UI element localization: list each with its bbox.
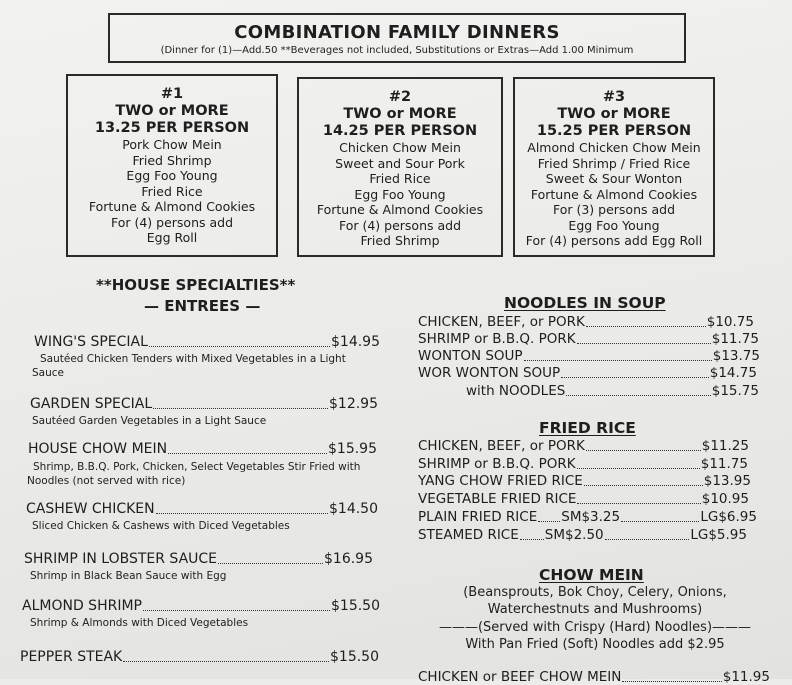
item-name: WONTON SOUP [418, 348, 523, 364]
entree-price: $14.50 [329, 501, 378, 517]
dinner-item: Fried Shrimp / Fried Rice [537, 155, 691, 171]
dinner-item: Egg Foo Young [126, 168, 218, 183]
chow-mein-item [418, 669, 770, 685]
dinner-item: For (4) persons add Egg Roll [525, 233, 703, 248]
entree-wings-special [34, 334, 380, 350]
dinner-box-1 [66, 74, 278, 257]
noodles-soup-item [418, 348, 760, 364]
dinner-box-3 [513, 77, 715, 257]
entree-garden-special [30, 396, 378, 428]
dinner-item: For (3) persons add [552, 202, 676, 217]
item-price: $11.75 [700, 456, 748, 472]
chow-mein-title: CHOW MEIN [539, 566, 644, 584]
noodles-soup-item [418, 331, 759, 347]
fried-rice-item [418, 473, 751, 489]
leader-dots [586, 326, 706, 327]
item-price: $14.75 [709, 365, 757, 381]
item-name: SHRIMP or B.B.Q. PORK [418, 331, 576, 347]
entree-description: Sliced Chicken & Cashews with Diced Vegetables [32, 520, 290, 532]
dinner-heading: TWO or MORE [343, 106, 457, 122]
dinner-item: Sweet & Sour Wonton [545, 171, 683, 186]
dinner-heading: TWO or MORE [557, 106, 671, 122]
leader-dots [218, 563, 323, 564]
entree-cashew-chicken [26, 501, 378, 533]
dinner-item: Almond Chicken Chow Mein [527, 140, 701, 155]
noodles-soup-item [418, 314, 754, 330]
item-name: WOR WONTON SOUP [418, 365, 561, 381]
dinner-item: Egg Foo Young [568, 217, 660, 233]
item-price: $13.95 [703, 473, 751, 489]
leader-dots [561, 377, 709, 378]
item-name: CHICKEN, BEEF, or PORK [418, 314, 585, 330]
leader-dots [538, 521, 560, 522]
dinner-number: #3 [602, 89, 626, 105]
entree-price: $15.50 [331, 598, 380, 614]
item-name: STEAMED RICE [418, 527, 519, 543]
item-name: VEGETABLE FRIED RICE [418, 491, 577, 507]
leader-dots [123, 661, 329, 662]
leader-dots [577, 468, 700, 469]
noodles-soup-item [466, 383, 759, 399]
chow-mein-description: Waterchestnuts and Mushrooms) [487, 602, 703, 617]
item-name: SHRIMP or B.B.Q. PORK [418, 456, 576, 472]
entree-price: $12.95 [329, 396, 378, 412]
dinner-item: For (4) persons add [338, 217, 462, 233]
entree-name: GARDEN SPECIAL [30, 396, 153, 412]
entree-price: $15.50 [330, 649, 379, 665]
item-name: CHICKEN, BEEF, or PORK [418, 438, 585, 454]
leader-dots [566, 395, 710, 396]
chow-mein-note: ———(Served with Crispy (Hard) Noodles)——— [438, 620, 752, 635]
fried-rice-title: FRIED RICE [539, 419, 636, 437]
chow-mein-description: (Beansprouts, Bok Choy, Celery, Onions, [463, 585, 727, 600]
item-price: $11.75 [711, 331, 759, 347]
item-price: $10.75 [706, 314, 754, 330]
dinner-item: Sweet and Sour Pork [335, 155, 465, 171]
fried-rice-item [418, 491, 749, 507]
small-price: SM$3.25 [561, 509, 621, 525]
leader-dots [168, 453, 327, 454]
leader-dots [149, 346, 330, 347]
entree-name: ALMOND SHRIMP [22, 598, 142, 614]
combination-dinners-header [108, 13, 686, 63]
house-specialties-title: **HOUSE SPECIALTIES** [96, 276, 296, 294]
dinner-heading: TWO or MORE [115, 103, 229, 119]
item-price: $15.75 [711, 383, 759, 399]
entree-description: Shrimp & Almonds with Diced Vegetables [30, 617, 249, 629]
dinner-price: 15.25 PER PERSON [536, 123, 692, 139]
noodles-soup-item [418, 365, 757, 381]
leader-dots [586, 450, 701, 451]
leader-dots [621, 521, 699, 522]
dinner-item: For (4) persons add [110, 214, 234, 230]
leader-dots [622, 681, 721, 682]
entree-house-chow-mein [28, 441, 377, 457]
entree-name: CASHEW CHICKEN [26, 501, 155, 517]
item-name: with NOODLES [466, 383, 566, 399]
large-price: LG$5.95 [690, 527, 747, 543]
dinner-price: 14.25 PER PERSON [322, 123, 478, 139]
dinner-item: Fortune & Almond Cookies [530, 186, 698, 202]
entree-description: Shrimp, B.B.Q. Pork, Chicken, Select Vegetables Stir Fried with Noodles (not served with rice) [27, 461, 361, 487]
item-name: PLAIN FRIED RICE [418, 509, 538, 525]
leader-dots [577, 343, 711, 344]
noodles-in-soup-title: NOODLES IN SOUP [504, 294, 666, 312]
leader-dots [524, 360, 712, 361]
small-price: SM$2.50 [544, 527, 604, 543]
dinner-number: #1 [160, 86, 184, 102]
entree-description: Sautéed Chicken Tenders with Mixed Vegetables in a Light Sauce [32, 353, 346, 379]
item-price: $13.75 [712, 348, 760, 364]
entree-almond-shrimp [22, 598, 380, 630]
entree-name: PEPPER STEAK [20, 649, 123, 665]
dinner-number: #2 [388, 89, 412, 105]
entree-pepper-steak [20, 649, 379, 665]
entrees-subtitle: — ENTREES — [144, 297, 261, 315]
dinner-item: Chicken Chow Mein [339, 140, 461, 155]
leader-dots [520, 539, 544, 540]
item-price: $10.95 [701, 491, 749, 507]
leader-dots [605, 539, 690, 540]
entree-description: Shrimp in Black Bean Sauce with Egg [30, 570, 227, 582]
dinner-item: Fortune & Almond Cookies [88, 199, 256, 214]
dinner-price: 13.25 PER PERSON [94, 120, 250, 136]
entree-name: SHRIMP IN LOBSTER SAUCE [24, 551, 218, 567]
dinner-box-2 [297, 77, 503, 257]
entree-name: WING'S SPECIAL [34, 334, 148, 350]
header-note: (Dinner for (1)—Add.50 **Beverages not included, Substitutions or Extras—Add 1.00 Minimum [160, 45, 634, 56]
dinner-item: Fried Rice [141, 183, 203, 199]
item-name: YANG CHOW FRIED RICE [418, 473, 583, 489]
dinner-item: Egg Roll [146, 230, 198, 245]
item-price: $11.95 [722, 669, 770, 685]
dinner-item: Fried Shrimp [132, 152, 212, 168]
entree-shrimp-lobster-sauce [24, 551, 373, 583]
large-price: LG$6.95 [700, 509, 757, 525]
entree-price: $16.95 [324, 551, 373, 567]
steamed-rice [418, 527, 747, 543]
header-title: COMBINATION FAMILY DINNERS [234, 22, 560, 43]
fried-rice-item [418, 438, 749, 454]
entree-name: HOUSE CHOW MEIN [28, 441, 168, 457]
plain-fried-rice [418, 509, 757, 525]
leader-dots [577, 503, 700, 504]
entree-price: $15.95 [328, 441, 377, 457]
dinner-item: Fried Shrimp [360, 233, 440, 248]
leader-dots [584, 485, 703, 486]
leader-dots [156, 513, 328, 514]
item-name: CHICKEN or BEEF CHOW MEIN [418, 669, 622, 685]
leader-dots [153, 408, 328, 409]
fried-rice-item [418, 456, 748, 472]
dinner-item: Fortune & Almond Cookies [316, 202, 484, 217]
dinner-item: Egg Foo Young [354, 186, 446, 202]
chow-mein-note: With Pan Fried (Soft) Noodles add $2.95 [465, 637, 725, 652]
entree-description: Sautéed Garden Vegetables in a Light Sauce [32, 415, 267, 427]
entree-price: $14.95 [331, 334, 380, 350]
dinner-item: Pork Chow Mein [122, 137, 222, 152]
dinner-item: Fried Rice [369, 171, 431, 186]
leader-dots [143, 610, 330, 611]
item-price: $11.25 [701, 438, 749, 454]
